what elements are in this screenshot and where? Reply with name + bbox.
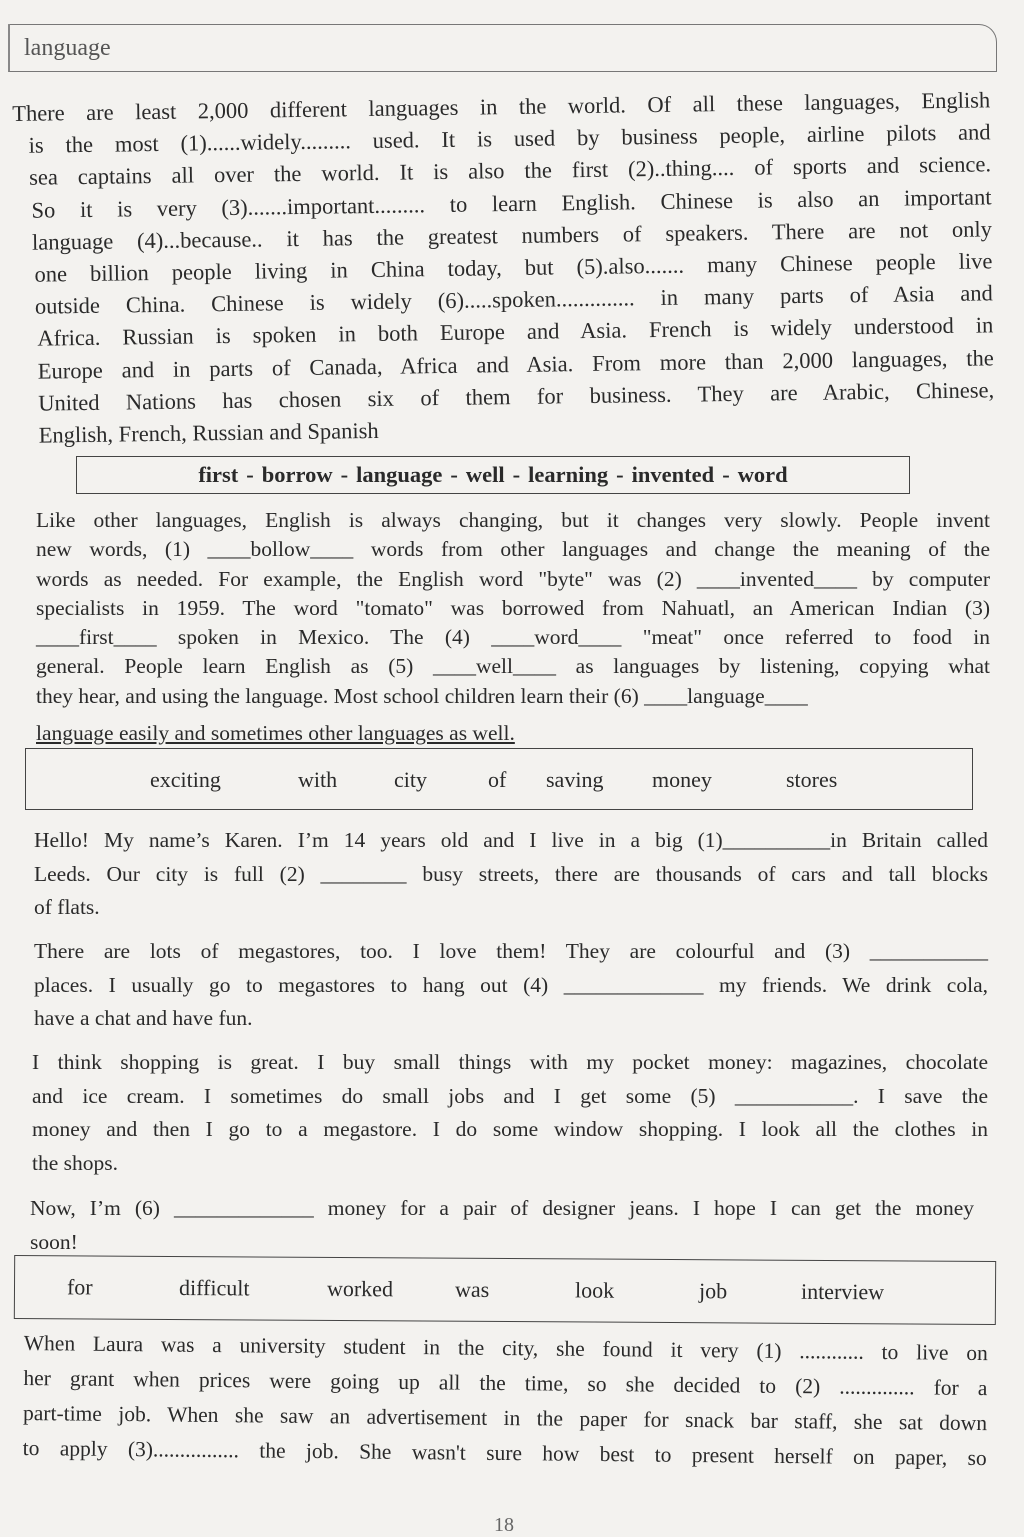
passage-3-line: There are lots of megastores, too. I love them! They are colourful and (3) ___________ — [34, 939, 988, 963]
passage-2-line: Like other languages, English is always changing, but it changes very slowly. People invent — [36, 508, 990, 532]
passage-4-line: When Laura was a university student in the city, she found it very (1) ............ to live on — [23, 1330, 988, 1366]
passage-4 — [23, 1326, 988, 1476]
word-bank-separator: - — [616, 462, 624, 487]
word-bank-3 — [14, 1255, 996, 1325]
word-bank-word: difficult — [178, 1275, 250, 1301]
passage-1-line: is the most (1)......widely......... used. It is used by business people, airline pilots and — [28, 119, 991, 158]
word-bank-word: exciting — [150, 767, 221, 792]
passage-2-line: specialists in 1959. The word "tomato" was borrowed from Nahuatl, an American Indian (3) — [36, 595, 990, 620]
passage-2-line: ____first____ spoken in Mexico. The (4) ____word____ "meat" once referred to food in — [36, 625, 990, 650]
word-bank-separator: - — [340, 462, 349, 487]
word-bank-word: look — [574, 1277, 615, 1303]
word-bank-word: worked — [326, 1275, 394, 1302]
passage-3-line: soon! — [30, 1229, 78, 1254]
passage-1-line: sea captains all over the world. It is also the first (2)..thing.... of sports and science. — [28, 151, 992, 191]
passage-3-para-2 — [34, 935, 988, 1036]
passage-1 — [12, 84, 995, 452]
word-bank-word: with — [298, 767, 338, 792]
passage-3-line: I think shopping is great. I buy small things with my pocket money: magazines, chocolate — [32, 1050, 988, 1074]
passage-4-line: part-time job. When she saw an advertisement in the paper for snack bar staff, she sat down — [22, 1400, 988, 1436]
passage-4-line: to apply (3)................ the job. She wasn't sure how best to present herself on paper, so — [22, 1435, 987, 1471]
word-bank-word: well — [465, 462, 505, 487]
passage-2-line: words as needed. For example, the English word "byte" was (2) ____invented____ by computer — [36, 566, 990, 591]
passage-1-line: Europe and in parts of Canada, Africa and Asia. From more than 2,000 languages, the — [37, 344, 994, 384]
word-bank-separator: - — [246, 462, 254, 487]
word-bank-word: was — [454, 1276, 490, 1302]
section-title: language — [24, 35, 111, 61]
passage-2-line: new words, (1) ____bollow____ words from other languages and change the meaning of the — [36, 537, 990, 562]
passage-2-line: general. People learn English as (5) ____well____ as languages by listening, copying what — [36, 654, 990, 679]
passage-3-para-3 — [32, 1046, 988, 1180]
word-bank-word: job — [698, 1278, 728, 1304]
passage-3-line: places. I usually go to megastores to hang out (4) _____________ my friends. We drink cola, — [34, 972, 988, 997]
word-bank-separator: - — [450, 462, 458, 487]
passage-1-line: Africa. Russian is spoken in both Europe and Asia. French is widely understood in — [37, 312, 994, 352]
passage-1-line: one billion people living in China today, but (5).also....... many Chinese people live — [34, 248, 993, 287]
word-bank-word: learning — [528, 462, 609, 487]
word-bank-word: interview — [800, 1278, 885, 1305]
word-bank-word: city — [394, 767, 427, 792]
word-bank-word: money — [652, 767, 712, 792]
word-bank-1 — [76, 456, 910, 494]
passage-3-line: and ice cream. I sometimes do small jobs and I get some (5) ___________. I save the — [32, 1083, 988, 1108]
word-bank-word: for — [66, 1274, 93, 1300]
passage-3-line: of flats. — [34, 895, 100, 919]
word-bank-2 — [25, 748, 973, 810]
passage-3-line: Hello! My name’s Karen. I’m 14 years old and I live in a big (1)__________in Britain called — [34, 828, 988, 852]
word-bank-word: borrow — [261, 462, 333, 487]
section-header-box — [8, 24, 997, 72]
passage-3-para-4 — [30, 1192, 974, 1259]
passage-1-line: There are least 2,000 different languages in the world. Of all these languages, English — [12, 87, 991, 126]
passage-4-line: her grant when prices were going up all the time, so she decided to (2) .............. for a — [23, 1365, 988, 1401]
word-bank-word: of — [488, 767, 507, 792]
word-bank-word: language — [356, 462, 443, 487]
passage-3-line: Leeds. Our city is full (2) ________ busy streets, there are thousands of cars and tall blocks — [34, 861, 988, 886]
page-number: 18 — [494, 1514, 514, 1536]
passage-3-line: have a chat and have fun. — [34, 1006, 253, 1030]
passage-1-line: United Nations has chosen six of them for business. They are Arabic, Chinese, — [38, 377, 995, 416]
passage-1-line: language (4)...because.. it has the greatest numbers of speakers. There are not only — [31, 216, 993, 255]
passage-1-line: So it is very (3).......important......... to learn English. Chinese is also an important — [31, 183, 992, 223]
word-bank-word: first — [198, 462, 239, 487]
passage-3-para-1 — [34, 824, 988, 925]
word-bank-separator: - — [722, 462, 730, 487]
passage-1-line: outside China. Chinese is widely (6).....spoken.............. in many parts of Asia and — [34, 280, 993, 319]
passage-2-line: they hear, and using the language. Most school children learn their (6) ____language____ — [36, 683, 808, 708]
word-bank-word: saving — [546, 767, 604, 792]
word-bank-word: invented — [631, 462, 715, 487]
passage-3-line: Now, I’m (6) _____________ money for a pair of designer jeans. I hope I can get the money — [30, 1196, 974, 1220]
word-bank-word: stores — [786, 767, 838, 792]
word-bank-word: word — [737, 462, 788, 487]
passage-3-line: the shops. — [32, 1150, 118, 1175]
word-bank-separator: - — [512, 462, 521, 487]
passage-3-line: money and then I go to a megastore. I do some window shopping. I look all the clothes in — [32, 1117, 988, 1141]
passage-1-line: English, French, Russian and Spanish — [38, 417, 379, 448]
passage-2-line: language easily and sometimes other languages as well. — [36, 721, 515, 746]
passage-2 — [36, 506, 990, 748]
